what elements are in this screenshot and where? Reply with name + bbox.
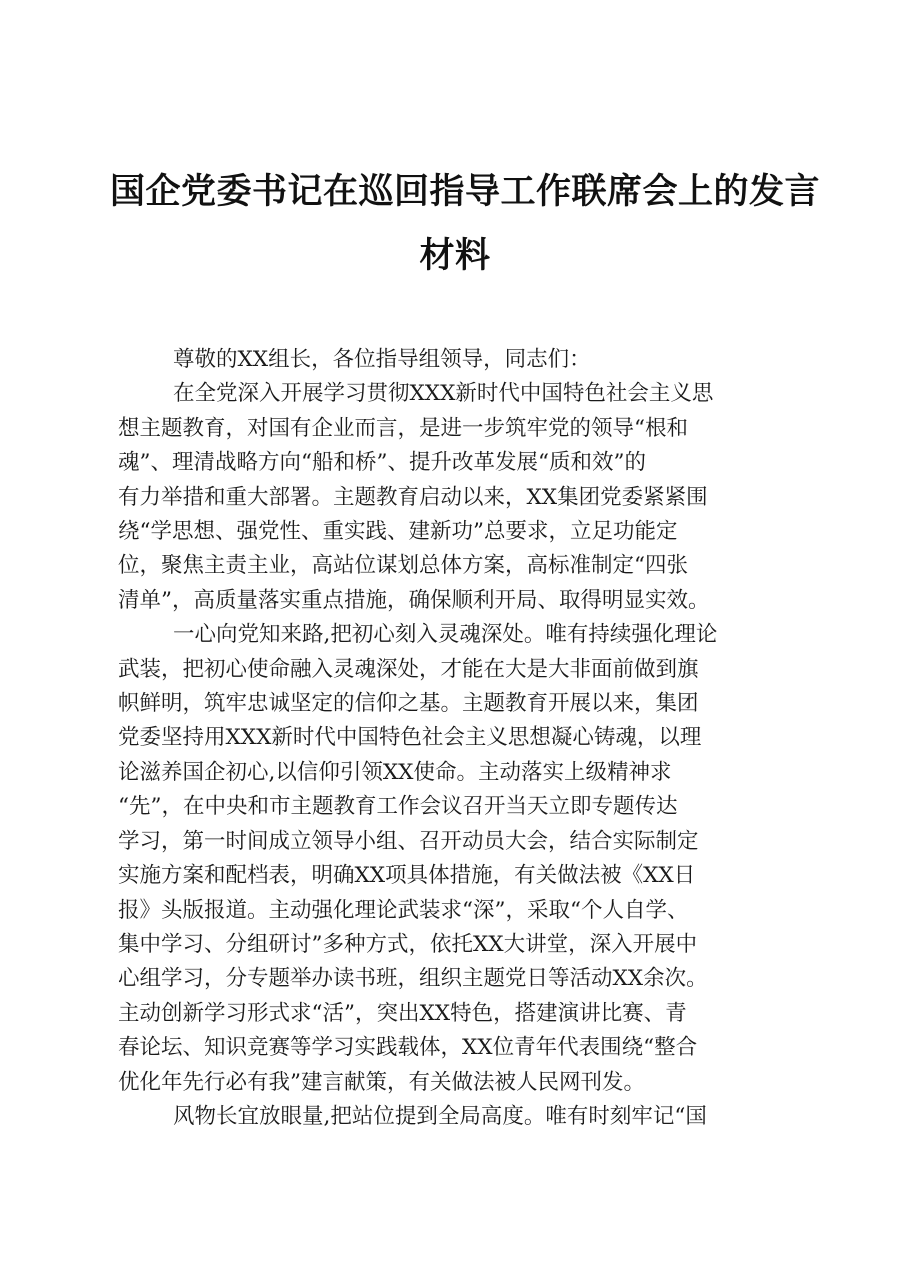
paragraph-line: 主动创新学习形式求“活”，突出XX特色，搭建演讲比赛、青 bbox=[118, 1000, 687, 1026]
paragraph-3 bbox=[118, 1100, 804, 1134]
title-line-1: 国企党委书记在巡回指导工作联席会上的发言 bbox=[110, 172, 821, 212]
paragraph-line: 春论坛、知识竞赛等学习实践载体，XX位青年代表围绕“整合 bbox=[118, 1035, 698, 1061]
paragraph-line: 报》头版报道。主动强化理论武装求“深”，采取“个人自学、 bbox=[118, 897, 689, 923]
paragraph-line: 在全党深入开展学习贯彻XXX新时代中国特色社会主义思 bbox=[173, 381, 714, 407]
document-title bbox=[110, 160, 821, 288]
paragraph-line: 魂”、理清战略方向“船和桥”、提升改革发展“质和效”的 bbox=[118, 450, 646, 476]
paragraph-line: 有力举措和重大部署。主题教育启动以来，XX集团党委紧紧围 bbox=[118, 484, 708, 510]
paragraph-line: 学习，第一时间成立领导小组、召开动员大会，结合实际制定 bbox=[118, 828, 699, 854]
paragraph-line: 心组学习，分专题举办读书班，组织主题党日等活动XX余次。 bbox=[118, 966, 708, 992]
paragraph-line: 位，聚焦主责主业，高站位谋划总体方案，高标准制定“四张 bbox=[118, 553, 688, 579]
paragraph-line: 集中学习、分组研讨”多种方式，依托XX大讲堂，深入开展中 bbox=[118, 931, 698, 957]
paragraph-line: 一心向党知来路,把初心刻入灵魂深处。唯有持续强化理论 bbox=[173, 622, 718, 648]
paragraph-line: 想主题教育，对国有企业而言，是进一步筑牢党的领导“根和 bbox=[118, 415, 688, 441]
paragraph-2 bbox=[118, 618, 804, 1100]
paragraph-line: 帜鲜明，筑牢忠诚坚定的信仰之基。主题教育开展以来，集团 bbox=[118, 691, 699, 717]
paragraph-line: 党委坚持用XXX新时代中国特色社会主义思想凝心铸魂，以理 bbox=[118, 725, 702, 751]
paragraph-line: 绕“学思想、强党性、重实践、建新功”总要求，立足功能定 bbox=[118, 519, 678, 545]
paragraph-line: 武装，把初心使命融入灵魂深处，才能在大是大非面前做到旗 bbox=[118, 656, 699, 682]
salutation: 尊敬的XX组长，各位指导组领导，同志们： bbox=[173, 347, 591, 372]
paragraph-line: 实施方案和配档表，明确XX项具体措施，有关做法被《XX日 bbox=[118, 863, 696, 889]
paragraph-line: 论滋养国企初心,以信仰引领XX使命。主动落实上级精神求 bbox=[118, 759, 672, 785]
title-line-2: 材料 bbox=[419, 236, 491, 276]
paragraph-1 bbox=[118, 377, 804, 618]
paragraph-line: 风物长宜放眼量,把站位提到全局高度。唯有时刻牢记“国 bbox=[173, 1103, 707, 1129]
paragraph-line: 清单”，高质量落实重点措施，确保顺利开局、取得明显实效。 bbox=[118, 587, 710, 613]
paragraph-line: 优化年先行必有我”建言献策，有关做法被人民网刊发。 bbox=[118, 1069, 645, 1095]
paragraph-line: “先”，在中央和市主题教育工作会议召开当天立即专题传达 bbox=[118, 794, 678, 820]
document-body bbox=[118, 343, 804, 1134]
